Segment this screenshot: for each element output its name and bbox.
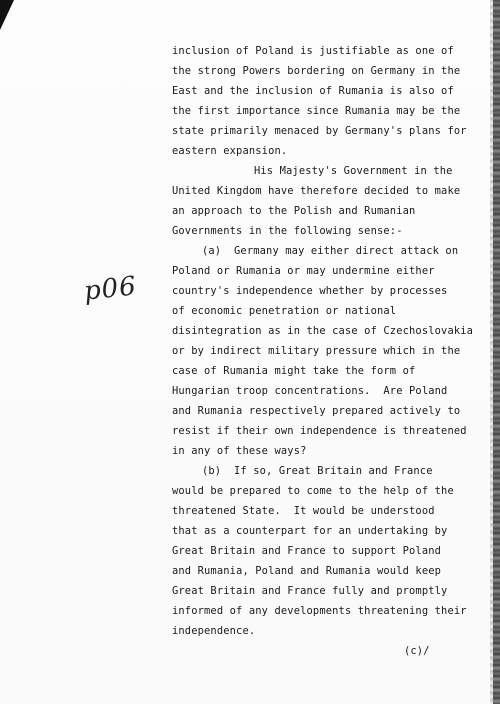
scan-edge bbox=[493, 0, 500, 704]
text-line: would be prepared to come to the help of the bbox=[172, 485, 454, 497]
text-line: that as a counterpart for an undertaking by bbox=[172, 525, 448, 537]
text-line: (b) If so, Great Britain and France bbox=[202, 465, 433, 477]
text-line: United Kingdom have therefore decided to make bbox=[172, 185, 461, 197]
text-line: His Majesty's Government in the bbox=[254, 165, 453, 177]
text-line: independence. bbox=[172, 625, 256, 637]
text-line: (a) Germany may either direct attack on bbox=[202, 245, 459, 257]
scan-corner-mark bbox=[0, 0, 14, 30]
handwritten-page-number: p06 bbox=[82, 271, 139, 307]
text-line: East and the inclusion of Rumania is also of bbox=[172, 85, 454, 97]
text-line: Governments in the following sense:- bbox=[172, 225, 403, 237]
text-line: threatened State. It would be understood bbox=[172, 505, 435, 517]
text-line: and Rumania respectively prepared actively to bbox=[172, 405, 461, 417]
text-line: inclusion of Poland is justifiable as one of bbox=[172, 45, 454, 57]
text-line: Hungarian troop concentrations. Are Poland bbox=[172, 385, 448, 397]
text-line: informed of any developments threatening their bbox=[172, 605, 467, 617]
text-line: an approach to the Polish and Rumanian bbox=[172, 205, 416, 217]
text-line: the strong Powers bordering on Germany in the bbox=[172, 65, 461, 77]
text-line: state primarily menaced by Germany's plans for bbox=[172, 125, 467, 137]
text-line: the first importance since Rumania may be the bbox=[172, 105, 461, 117]
text-line: Great Britain and France fully and promptly bbox=[172, 585, 448, 597]
text-line: disintegration as in the case of Czechoslovakia bbox=[172, 325, 474, 337]
text-line: and Rumania, Poland and Rumania would keep bbox=[172, 565, 442, 577]
text-line: in any of these ways? bbox=[172, 445, 307, 457]
text-line: Poland or Rumania or may undermine either bbox=[172, 265, 435, 277]
continuation-marker: (c)/ bbox=[404, 645, 430, 657]
text-line: of economic penetration or national bbox=[172, 305, 397, 317]
text-line: case of Rumania might take the form of bbox=[172, 365, 416, 377]
text-line: resist if their own independence is threatened bbox=[172, 425, 467, 437]
text-line: or by indirect military pressure which in the bbox=[172, 345, 461, 357]
text-line: Great Britain and France to support Poland bbox=[172, 545, 442, 557]
text-line: eastern expansion. bbox=[172, 145, 288, 157]
text-line: country's independence whether by processes bbox=[172, 285, 448, 297]
